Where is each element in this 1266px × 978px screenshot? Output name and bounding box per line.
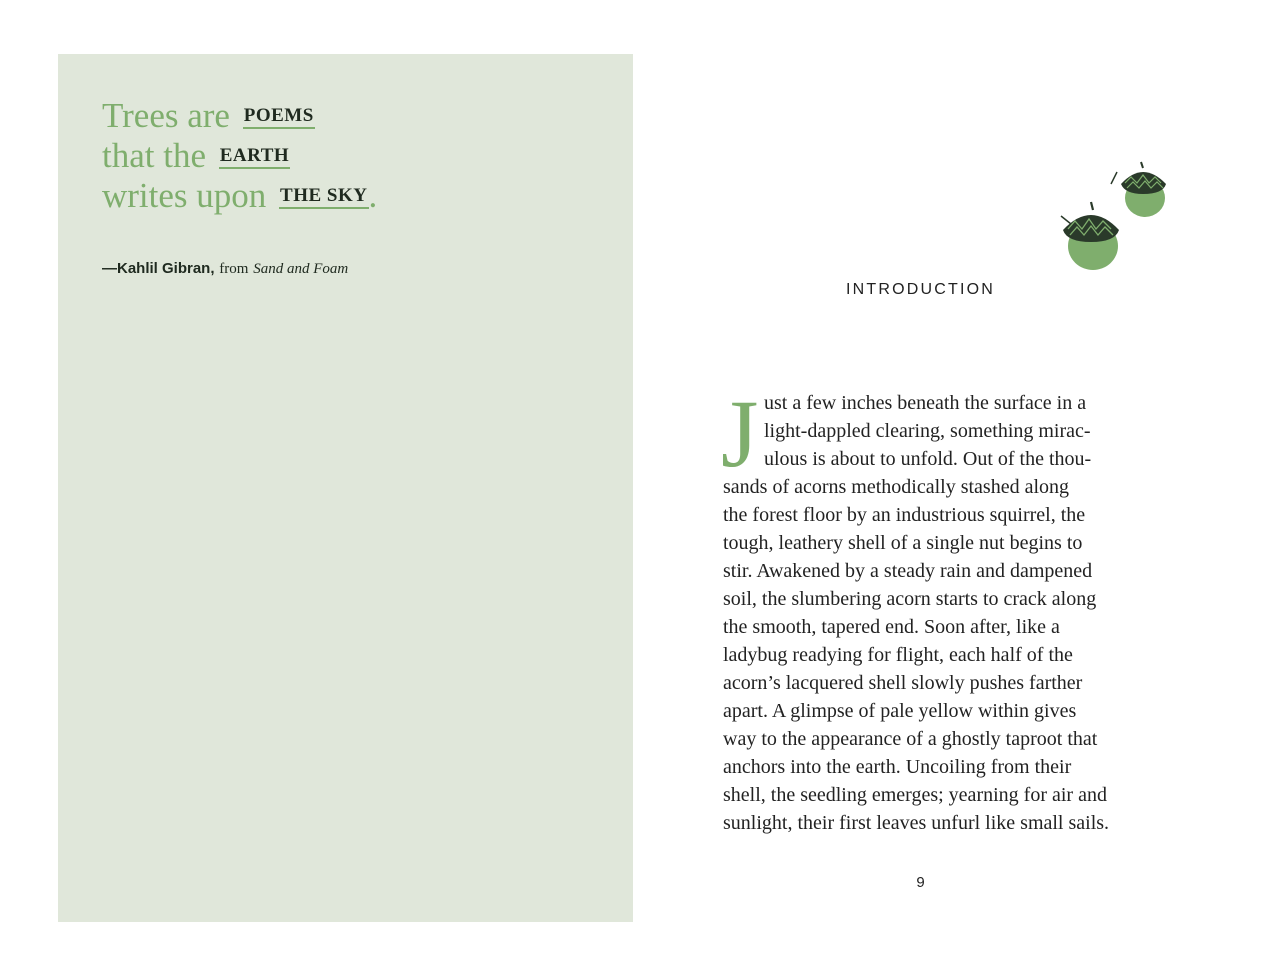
drop-cap: J	[721, 380, 759, 487]
quote-text: writes upon	[102, 176, 267, 215]
quote-attribution	[102, 259, 348, 278]
body-line: ladybug readying for flight, each half of the	[723, 644, 1073, 666]
quote-line-2	[102, 136, 377, 176]
epigraph-quote	[102, 96, 377, 216]
quote-text: Trees are	[102, 96, 230, 135]
quote-page	[58, 54, 633, 922]
body-line: shell, the seedling emerges; yearning for air and	[723, 784, 1107, 806]
body-line: acorn’s lacquered shell slowly pushes farther	[723, 672, 1083, 694]
body-line: ust a few inches beneath the surface in a	[764, 392, 1087, 414]
body-line: sunlight, their first leaves unfurl like small sails.	[723, 812, 1110, 834]
body-line: soil, the slumbering acorn starts to crack along	[723, 588, 1097, 610]
quote-text: that the	[102, 136, 206, 175]
body-line: tough, leathery shell of a single nut begins to	[723, 532, 1083, 554]
acorn-lower	[1061, 202, 1119, 270]
body-line: ulous is about to unfold. Out of the thou-	[764, 448, 1092, 470]
quote-emphasis: THE SKY	[279, 185, 368, 209]
introduction-body	[721, 380, 1123, 837]
quote-line-3	[102, 176, 377, 216]
acorn-upper	[1111, 162, 1166, 217]
page-number: 9	[916, 874, 925, 891]
acorns-illustration	[1051, 150, 1171, 272]
body-line: stir. Awakened by a steady rain and dampened	[723, 560, 1093, 582]
body-line: way to the appearance of a ghostly taproot that	[723, 728, 1098, 750]
body-line: apart. A glimpse of pale yellow within gives	[723, 700, 1077, 722]
quote-end: .	[368, 176, 378, 215]
introduction-page	[633, 0, 1266, 978]
source-work-title: Sand and Foam	[253, 261, 349, 277]
body-line: light-dappled clearing, something mirac-	[764, 420, 1091, 442]
body-line: anchors into the earth. Uncoiling from their	[723, 756, 1072, 778]
section-title: INTRODUCTION	[845, 281, 996, 298]
attribution-from: from	[219, 261, 249, 277]
body-line: the forest floor by an industrious squirrel, the	[723, 504, 1086, 526]
quote-author: —Kahlil Gibran,	[102, 260, 215, 277]
quote-emphasis: EARTH	[219, 145, 290, 169]
quote-line-1	[102, 96, 377, 136]
quote-emphasis: POEMS	[243, 105, 315, 129]
body-line: sands of acorns methodically stashed along	[723, 476, 1070, 498]
body-line: the smooth, tapered end. Soon after, like a	[723, 616, 1060, 638]
